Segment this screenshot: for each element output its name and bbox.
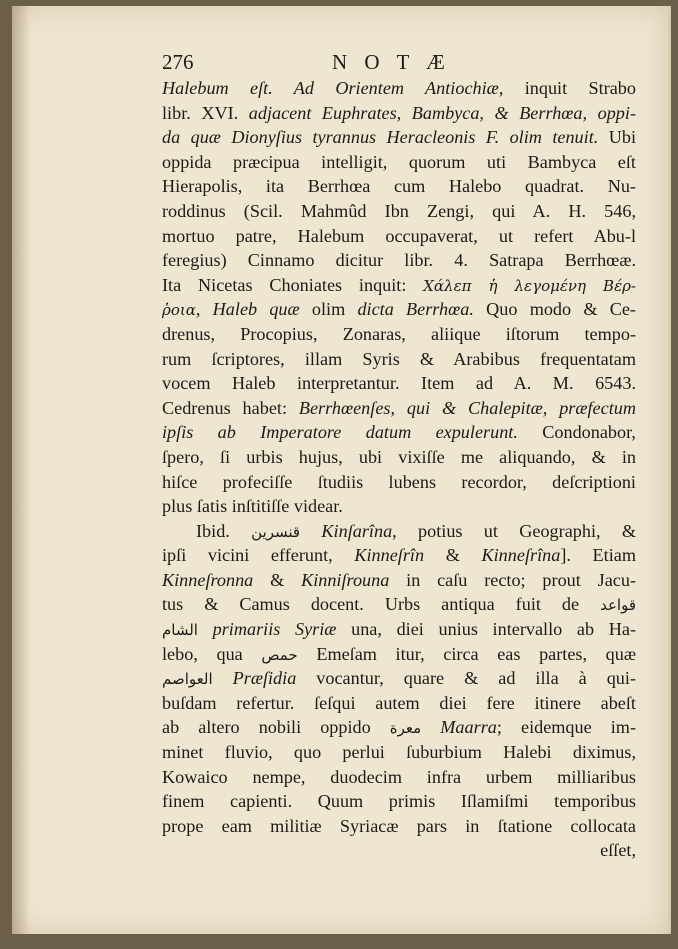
running-title: N O T Æ [332, 50, 451, 74]
text-line: ſpero, ſi urbis hujus, ubi vixiſſe me aliquando, & in [162, 446, 636, 467]
book-page [12, 6, 671, 934]
text-line: ipſis ab Imperatore datum expulerunt. Condonabor, [162, 422, 636, 443]
text-line: da quæ Dionyſius tyrannus Heracleonis F. olim tenuit. Ubi [162, 127, 636, 148]
text-line: ῥοια, Haleb quæ olim dicta Berrhœa. Quo modo & Ce- [162, 299, 636, 320]
body-text [162, 76, 636, 863]
text-line: prope eam militiæ Syriacæ pars in ſtatione collocata [162, 815, 636, 836]
text-line: vocem Haleb interpretantur. Item ad A. M. 6543. [162, 373, 636, 394]
text-line: libr. XVI. adjacent Euphrates, Bambyca, & Berrhœa, oppi- [162, 102, 636, 123]
text-line: Cedrenus habet: Berrhœenſes, qui & Chalepitæ, præfectum [162, 397, 636, 418]
text-line: Ibid. قنسرين Kinſarîna, potius ut Geographi, & [196, 520, 636, 541]
text-line: feregius) Cinnamo dicitur libr. 4. Satrapa Berrhœæ. [162, 250, 636, 271]
text-line: العواصم Præſidia vocantur, quare & ad illa à qui- [162, 668, 636, 689]
text-line: buſdam refertur. ſeſqui autem diei fere itinere abeſt [162, 692, 636, 713]
text-line: roddinus (Scil. Mahmûd Ibn Zengi, qui A. H. 546, [162, 200, 636, 221]
text-line: rum ſcriptores, illam Syris & Arabibus frequentatam [162, 348, 636, 369]
text-line: Kowaico nempe, duodecim infra urbem milliaribus [162, 766, 636, 787]
page-number: 276 [162, 50, 194, 74]
text-line: ab altero nobili oppido معرة Maarra; eidemque im- [162, 717, 637, 738]
page-spine-shadow [12, 6, 30, 934]
text-line: oppida præcipua intelligit, quorum uti Bambyca eſt [162, 151, 636, 172]
text-line: mortuo patre, Halebum occupaverat, ut refert Abu-l [162, 225, 636, 246]
text-line: minet fluvio, quo perlui ſuburbium Halebi diximus, [162, 742, 636, 763]
text-line: ipſi vicini efferunt, Kinneſrîn & Kinneſrîna]. Etiam [162, 545, 636, 566]
text-line: Kinneſronna & Kinniſrouna in caſu recto; prout Jacu- [162, 569, 636, 590]
text-line: الشام primariis Syriæ una, diei unius intervallo ab Ha- [162, 619, 636, 640]
text-line: hiſce profeciſſe ſtudiis lubens recordor, deſcriptioni [162, 471, 636, 492]
text-line: Halebum eſt. Ad Orientem Antiochiæ, inquit Strabo [162, 78, 636, 98]
text-line: tus & Camus docent. Urbs antiqua fuit de قواعد [162, 594, 636, 615]
text-line: Hierapolis, ita Berrhœa cum Halebo quadrat. Nu- [162, 176, 636, 197]
text-line: finem capienti. Quum primis Iſlamiſmi temporibus [162, 791, 636, 812]
text-line: plus ſatis inſtitiſſe videar. [162, 496, 343, 517]
text-line: Ita Nicetas Choniates inquit: Χάλεπ ἡ λεγομένη Βέρ- [162, 274, 637, 295]
text-line: lebo, qua حمص Emeſam itur, circa eas partes, quæ [162, 643, 636, 664]
text-line: drenus, Procopius, Zonaras, aliique iſtorum tempo- [162, 323, 636, 344]
text-line: eſſet, [600, 840, 636, 861]
